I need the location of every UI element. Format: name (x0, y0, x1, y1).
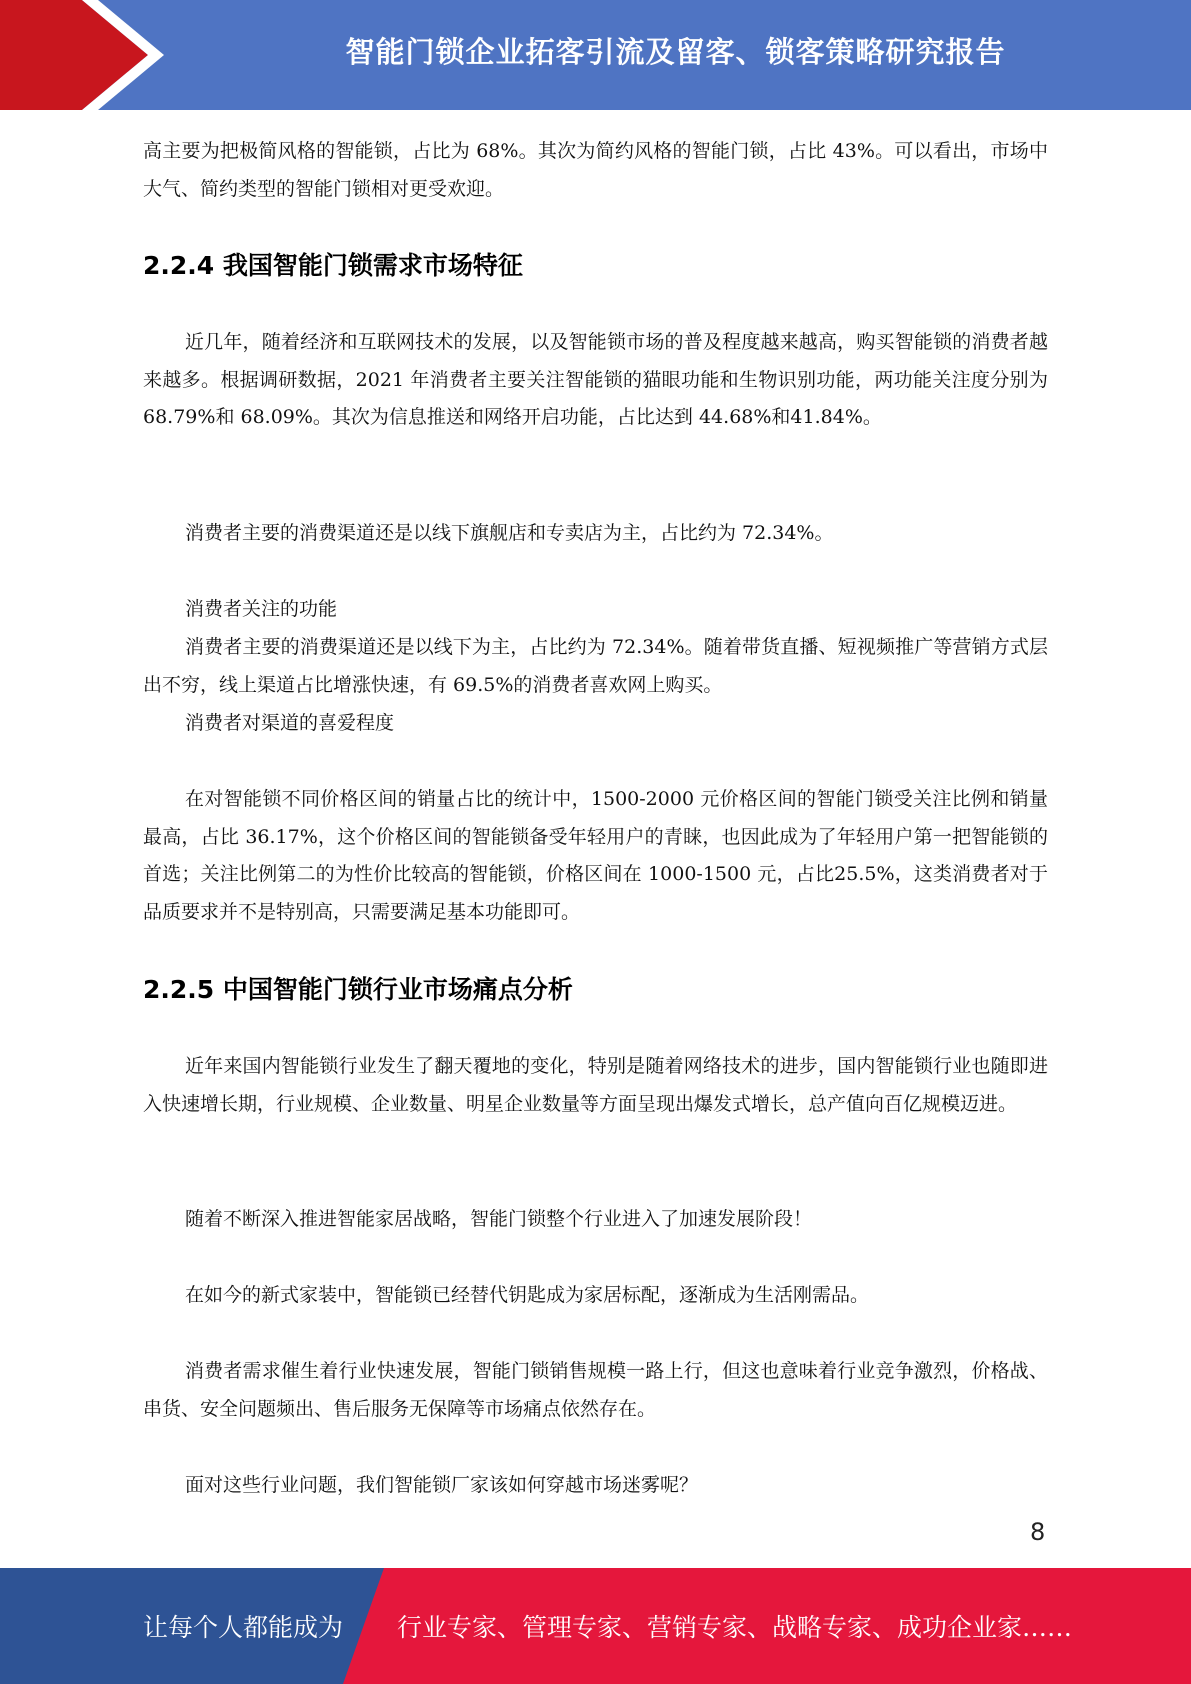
report-title: 智能门锁企业拓客引流及留客、锁客策略研究报告 (345, 34, 1006, 69)
footer-slogan-left: 让每个人都能成为 (143, 1613, 344, 1642)
header-banner (0, 0, 1191, 110)
caption-channel-preference: 消费者对渠道的喜爱程度 (185, 712, 395, 734)
paragraph-demand-2: 消费者主要的消费渠道还是以线下旗舰店和专卖店为主，占比约为 72.34%。 (185, 522, 834, 544)
paragraph-painpoint-4: 消费者需求催生着行业快速发展，智能门锁销售规模一路上行，但这也意味着行业竞争激烈，价格战、串货、安全问题频出、售后服务无保障等市场痛点依然存在。 (143, 1360, 1048, 1420)
header-arrow-graphic (0, 0, 170, 110)
footer-slogan-right: 行业专家、管理专家、营销专家、战略专家、成功企业家…… (397, 1613, 1073, 1642)
page-number: 8 (1030, 1518, 1046, 1546)
paragraph-painpoint-2: 随着不断深入推进智能家居战略，智能门锁整个行业进入了加速发展阶段！ (185, 1208, 813, 1230)
section-heading-2-2-5: 2.2.5 中国智能门锁行业市场痛点分析 (143, 975, 573, 1004)
paragraph-painpoint-5: 面对这些行业问题，我们智能锁厂家该如何穿越市场迷雾呢？ (185, 1474, 699, 1496)
paragraph-demand-1: 近几年，随着经济和互联网技术的发展，以及智能锁市场的普及程度越来越高，购买智能锁的消费者越来越多。根据调研数据，2021 年消费者主要关注智能锁的猫眼功能和生物识别功能，两功能关注度分别为 68.79%和 68.09%。其次为信息推送和网络开启功能，占比达到 44.68%和41.84%。 (143, 331, 1048, 428)
paragraph-demand-4: 在对智能锁不同价格区间的销量占比的统计中，1500-2000 元价格区间的智能门锁受关注比例和销量最高，占比 36.17%，这个价格区间的智能锁备受年轻用户的青睐，也因此成为了年轻用户第一把智能锁的首选；关注比例第二的为性价比较高的智能锁，价格区间在 1000-1500 元，占比25.5%，这类消费者对于品质要求并不是特别高，只需要满足基本功能即可。 (143, 788, 1048, 923)
paragraph-intro: 高主要为把极简风格的智能锁，占比为 68%。其次为简约风格的智能门锁，占比 43%。可以看出，市场中大气、简约类型的智能门锁相对更受欢迎。 (143, 140, 1048, 200)
paragraph-painpoint-3: 在如今的新式家装中，智能锁已经替代钥匙成为家居标配，逐渐成为生活刚需品。 (185, 1284, 870, 1306)
caption-consumer-functions: 消费者关注的功能 (185, 598, 338, 620)
paragraph-demand-3: 消费者主要的消费渠道还是以线下为主，占比约为 72.34%。随着带货直播、短视频推广等营销方式层出不穷，线上渠道占比增涨快速，有 69.5%的消费者喜欢网上购买。 (143, 636, 1048, 696)
section-heading-2-2-4: 2.2.4 我国智能门锁需求市场特征 (143, 251, 523, 280)
footer-banner (0, 1568, 1191, 1684)
paragraph-painpoint-1: 近年来国内智能锁行业发生了翻天覆地的变化，特别是随着网络技术的进步，国内智能锁行业也随即进入快速增长期，行业规模、企业数量、明星企业数量等方面呈现出爆发式增长，总产值向百亿规模迈进。 (143, 1055, 1048, 1115)
